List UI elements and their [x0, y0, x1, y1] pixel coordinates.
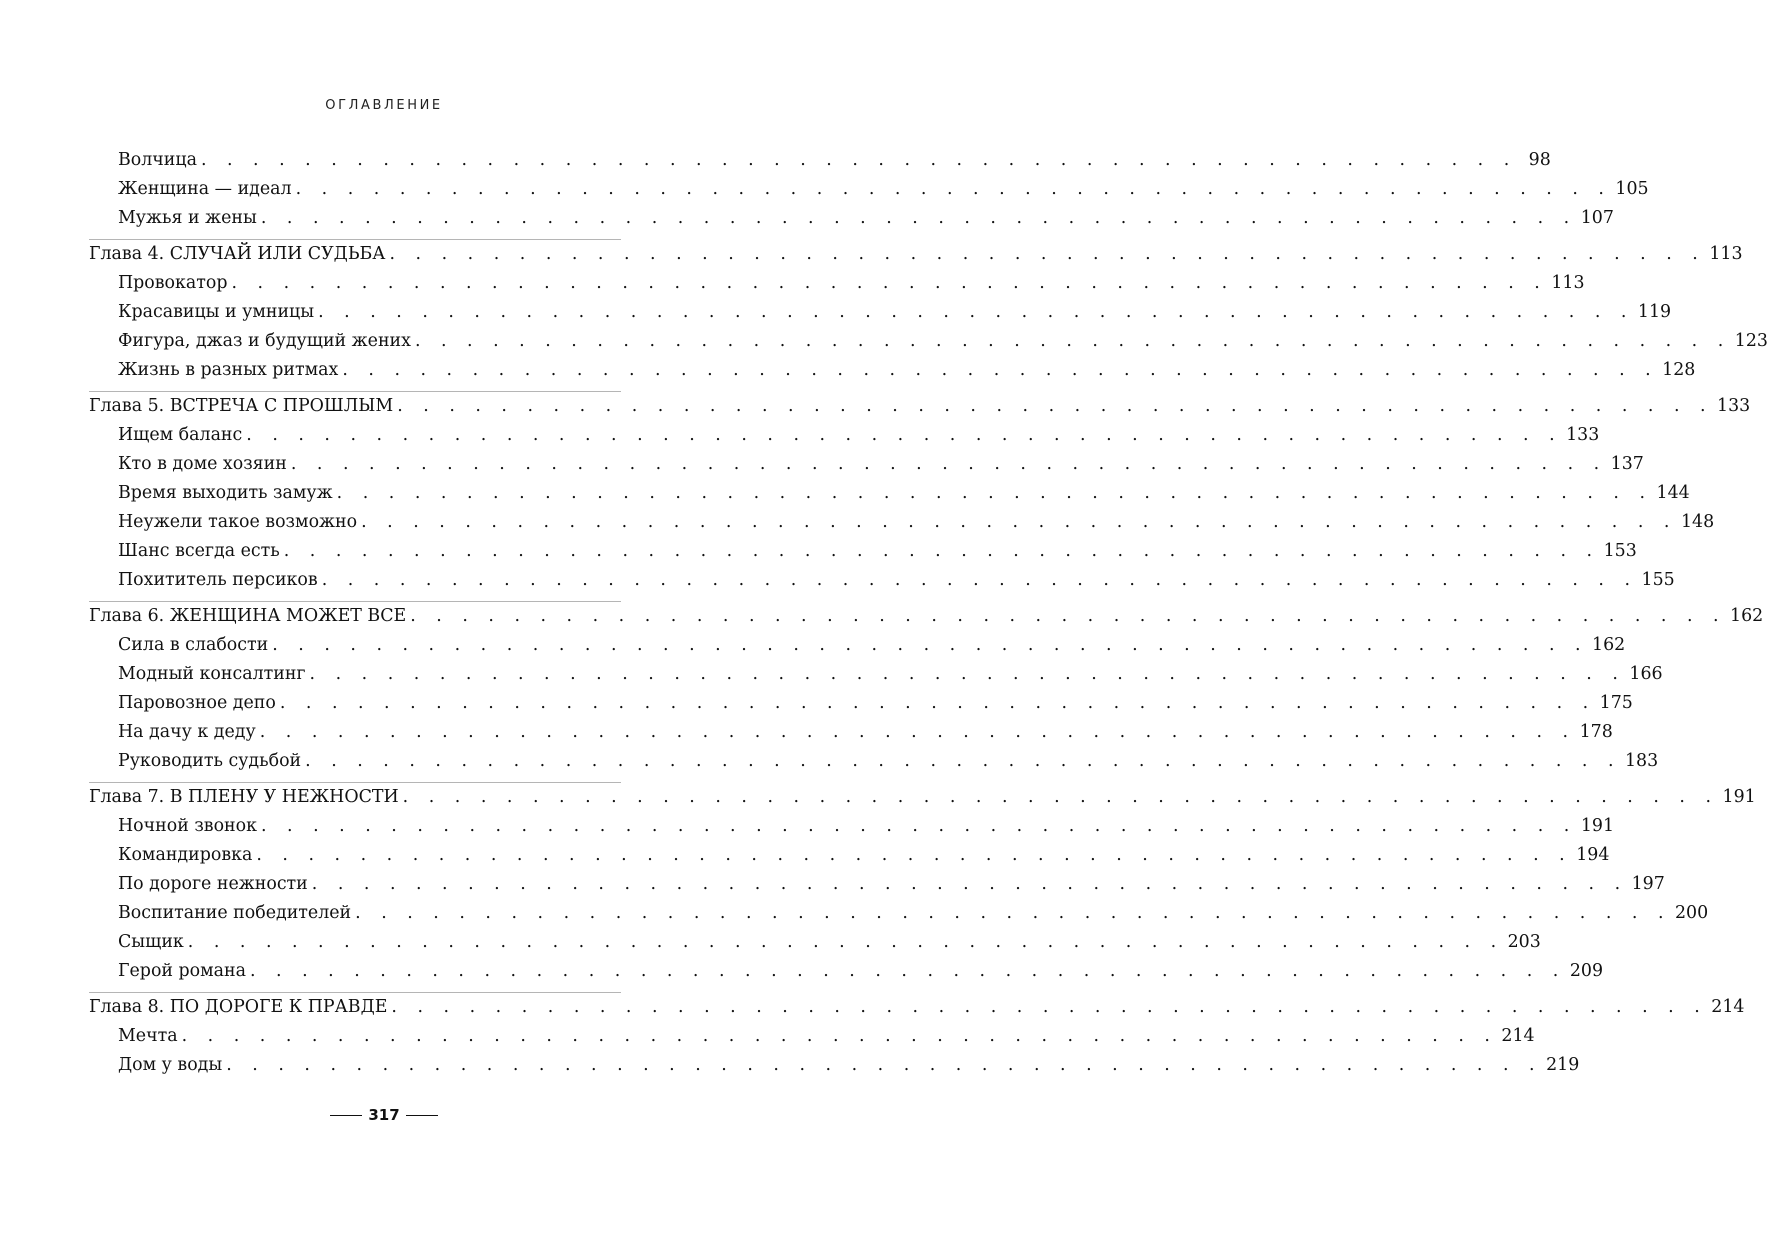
dot-leader: . . . . . . . . . . . . . . . . . . . . . . . . . . . . . . . . . . . . . . . . . . . . . . . . . . .: [246, 425, 1563, 445]
toc-section-entry: [89, 508, 1715, 537]
toc-entry-title: Жизнь в разных ритмах: [118, 360, 339, 380]
dot-leader: . . . . . . . . . . . . . . . . . . . . . . . . . . . . . . . . . . . . . . . . . . . . . . . . . . .: [361, 512, 1677, 532]
toc-entry-page: 105: [1615, 179, 1649, 199]
dot-leader: . . . . . . . . . . . . . . . . . . . . . . . . . . . . . . . . . . . . . . . . . . . . . . . . . . .: [336, 483, 1653, 503]
toc-entry-title: Глава 4. СЛУЧАЙ ИЛИ СУДЬБА: [89, 244, 386, 264]
toc-entry-title: Похититель персиков: [118, 570, 318, 590]
toc-section-entry: [89, 1022, 1535, 1051]
toc-entry-page: 162: [1730, 606, 1764, 626]
toc-entry-page: 209: [1569, 961, 1604, 981]
toc-chapter-entry: [89, 391, 1751, 421]
dot-leader: . . . . . . . . . . . . . . . . . . . . . . . . . . . . . . . . . . . . . . . . . . . . . . . . . . .: [226, 1055, 1543, 1075]
dot-leader: . . . . . . . . . . . . . . . . . . . . . . . . . . . . . . . . . . . . . . . . . . . . . . . . . . .: [181, 1026, 1498, 1046]
toc-entry-title: На дачу к деду: [118, 722, 256, 742]
toc-chapter-entry: [89, 782, 1756, 812]
toc-entry-page: 175: [1599, 693, 1633, 713]
toc-section-entry: [89, 356, 1696, 385]
toc-entry-title: Руководить судьбой: [118, 751, 302, 771]
toc-entry-page: 153: [1603, 541, 1637, 561]
toc-entry-title: Глава 5. ВСТРЕЧА С ПРОШЛЫМ: [89, 396, 394, 416]
toc-section-entry: [89, 718, 1613, 747]
toc-chapter-entry: [89, 601, 1764, 631]
dot-leader: . . . . . . . . . . . . . . . . . . . . . . . . . . . . . . . . . . . . . . . . . . . . . . . . . . .: [279, 693, 1596, 713]
toc-section-entry: [89, 812, 1615, 841]
toc-section-entry: [89, 537, 1637, 566]
dot-leader: . . . . . . . . . . . . . . . . . . . . . . . . . . . . . . . . . . . . . . . . . . . . . . . . . . .: [295, 179, 1612, 199]
page-header: ОГЛАВЛЕНИЕ: [325, 98, 443, 113]
toc-section-entry: [89, 957, 1604, 986]
toc-entry-title: Воспитание победителей: [118, 903, 352, 923]
toc-entry-page: 107: [1580, 208, 1614, 228]
toc-entry-page: 113: [1551, 273, 1585, 293]
toc-section-entry: [89, 479, 1690, 508]
toc-entry-page: 178: [1579, 722, 1613, 742]
toc-entry-page: 214: [1501, 1026, 1535, 1046]
toc-entry-page: 203: [1507, 932, 1541, 952]
toc-entry-title: Волчица: [118, 150, 197, 170]
toc-entry-page: 144: [1656, 483, 1690, 503]
toc-entry-page: 194: [1576, 845, 1610, 865]
dot-leader: . . . . . . . . . . . . . . . . . . . . . . . . . . . . . . . . . . . . . . . . . . . . . . . . . . .: [321, 570, 1638, 590]
folio-rule-right: [406, 1115, 438, 1116]
toc-entry-title: Ищем баланс: [118, 425, 243, 445]
toc-section-entry: [89, 689, 1633, 718]
dot-leader: . . . . . . . . . . . . . . . . . . . . . . . . . . . . . . . . . . . . . . . . . . . . . . . . . . .: [272, 635, 1589, 655]
toc-entry-page: 137: [1610, 454, 1644, 474]
toc-section-entry: [89, 928, 1541, 957]
toc-section-entry: [89, 175, 1649, 204]
toc-entry-page: 219: [1546, 1055, 1580, 1075]
toc-entry-page: 113: [1709, 244, 1743, 264]
toc-section-entry: [89, 841, 1610, 870]
toc-entry-page: 119: [1637, 302, 1672, 322]
toc-section-entry: [89, 204, 1614, 233]
toc-section-entry: [89, 631, 1626, 660]
dot-leader: . . . . . . . . . . . . . . . . . . . . . . . . . . . . . . . . . . . . . . . . . . . . . . . . . . .: [397, 396, 1714, 416]
toc-entry-page: 191: [1722, 787, 1756, 807]
toc-section-entry: [89, 269, 1585, 298]
toc-entry-page: 133: [1717, 396, 1751, 416]
toc-entry-title: Красавицы и умницы: [118, 302, 315, 322]
toc-section-entry: [89, 421, 1600, 450]
dot-leader: . . . . . . . . . . . . . . . . . . . . . . . . . . . . . . . . . . . . . . . . . . . . . . . . . . .: [187, 932, 1504, 952]
toc-section-entry: [89, 1051, 1580, 1080]
toc-section-entry: [89, 327, 1768, 356]
toc-entry-page: 148: [1680, 512, 1715, 532]
toc-entry-title: Фигура, джаз и будущий жених: [118, 331, 411, 351]
toc-entry-page: 214: [1711, 997, 1745, 1017]
dot-leader: . . . . . . . . . . . . . . . . . . . . . . . . . . . . . . . . . . . . . . . . . . . . . . . . . . .: [311, 874, 1628, 894]
toc-entry-page: 183: [1624, 751, 1659, 771]
toc-entry-title: Герой романа: [118, 961, 246, 981]
toc-chapter-entry: [89, 239, 1743, 269]
toc-section-entry: [89, 298, 1672, 327]
toc-section-entry: [89, 747, 1659, 776]
toc-entry-title: Глава 8. ПО ДОРОГЕ К ПРАВДЕ: [89, 997, 388, 1017]
toc-entry-title: Женщина — идеал: [118, 179, 292, 199]
toc-entry-title: Сила в слабости: [118, 635, 269, 655]
toc-entry-page: 123: [1734, 331, 1768, 351]
folio-rule-left: [330, 1115, 362, 1116]
toc-entry-page: 200: [1674, 903, 1709, 923]
toc-entry-title: Глава 7. В ПЛЕНУ У НЕЖНОСТИ: [89, 787, 399, 807]
dot-leader: . . . . . . . . . . . . . . . . . . . . . . . . . . . . . . . . . . . . . . . . . . . . . . . . . . .: [414, 331, 1731, 351]
toc-entry-title: Кто в доме хозяин: [118, 454, 287, 474]
toc-section-entry: [89, 899, 1709, 928]
toc-entry-title: Глава 6. ЖЕНЩИНА МОЖЕТ ВСЕ: [89, 606, 407, 626]
toc-section-entry: [89, 146, 1551, 175]
toc-entry-page: 191: [1580, 816, 1615, 836]
toc-entry-title: Мечта: [118, 1026, 178, 1046]
toc-entry-page: 197: [1631, 874, 1665, 894]
dot-leader: . . . . . . . . . . . . . . . . . . . . . . . . . . . . . . . . . . . . . . . . . . . . . . . . . . .: [391, 997, 1708, 1017]
dot-leader: . . . . . . . . . . . . . . . . . . . . . . . . . . . . . . . . . . . . . . . . . . . . . . . . . . .: [261, 816, 1577, 836]
toc-entry-title: Сыщик: [118, 932, 184, 952]
toc-section-entry: [89, 660, 1663, 689]
dot-leader: . . . . . . . . . . . . . . . . . . . . . . . . . . . . . . . . . . . . . . . . . . . . . . . . . . .: [318, 302, 1634, 322]
dot-leader: . . . . . . . . . . . . . . . . . . . . . . . . . . . . . . . . . . . . . . . . . . . . . . . . . . .: [305, 751, 1621, 771]
dot-leader: . . . . . . . . . . . . . . . . . . . . . . . . . . . . . . . . . . . . . . . . . . . . . . . . . . .: [231, 273, 1548, 293]
dot-leader: . . . . . . . . . . . . . . . . . . . . . . . . . . . . . . . . . . . . . . . . . . . . . . . . . . .: [249, 961, 1566, 981]
dot-leader: . . . . . . . . . . . . . . . . . . . . . . . . . . . . . . . . . . . . . . . . . . . . . . . . . . .: [259, 722, 1576, 742]
toc-entry-title: Дом у воды: [118, 1055, 223, 1075]
table-of-contents: [89, 146, 1768, 1080]
toc-entry-title: Паровозное депо: [118, 693, 276, 713]
toc-section-entry: [89, 566, 1675, 595]
toc-entry-title: Время выходить замуж: [118, 483, 333, 503]
dot-leader: . . . . . . . . . . . . . . . . . . . . . . . . . . . . . . . . . . . . . . . . . . . . . . . . . . .: [260, 208, 1577, 228]
dot-leader: . . . . . . . . . . . . . . . . . . . . . . . . . . . . . . . . . . . . . . . . . . . . . . . . . . .: [283, 541, 1600, 561]
dot-leader: . . . . . . . . . . . . . . . . . . . . . . . . . . . . . . . . . . . . . . . . . . . . . . . . . . .: [290, 454, 1607, 474]
toc-entry-page: 98: [1528, 150, 1551, 170]
toc-entry-title: По дороге нежности: [118, 874, 308, 894]
dot-leader: . . . . . . . . . . . . . . . . . . . . . . . . . . . . . . . . . . . . . . . . . . . . . . . . . . .: [256, 845, 1573, 865]
dot-leader: . . . . . . . . . . . . . . . . . . . . . . . . . . . . . . . . . . . . . . . . . . . . . . . . . . .: [410, 606, 1727, 626]
toc-entry-title: Неужели такое возможно: [118, 512, 358, 532]
toc-entry-title: Командировка: [118, 845, 253, 865]
dot-leader: . . . . . . . . . . . . . . . . . . . . . . . . . . . . . . . . . . . . . . . . . . . . . . . . . . .: [200, 150, 1517, 170]
toc-section-entry: [89, 870, 1665, 899]
dot-leader: . . . . . . . . . . . . . . . . . . . . . . . . . . . . . . . . . . . . . . . . . . . . . . . . . . .: [342, 360, 1659, 380]
toc-entry-page: 128: [1662, 360, 1696, 380]
dot-leader: . . . . . . . . . . . . . . . . . . . . . . . . . . . . . . . . . . . . . . . . . . . . . . . . . . .: [389, 244, 1706, 264]
toc-entry-page: 133: [1566, 425, 1600, 445]
dot-leader: . . . . . . . . . . . . . . . . . . . . . . . . . . . . . . . . . . . . . . . . . . . . . . . . . . .: [402, 787, 1719, 807]
toc-entry-title: Ночной звонок: [118, 816, 257, 836]
toc-entry-page: 166: [1629, 664, 1663, 684]
page-number: [0, 1106, 768, 1124]
toc-section-entry: [89, 450, 1644, 479]
toc-entry-title: Модный консалтинг: [118, 664, 306, 684]
toc-entry-title: Мужья и жены: [118, 208, 257, 228]
page-number-value: 317: [368, 1106, 400, 1124]
dot-leader: . . . . . . . . . . . . . . . . . . . . . . . . . . . . . . . . . . . . . . . . . . . . . . . . . . .: [309, 664, 1626, 684]
dot-leader: . . . . . . . . . . . . . . . . . . . . . . . . . . . . . . . . . . . . . . . . . . . . . . . . . . .: [355, 903, 1671, 923]
toc-chapter-entry: [89, 992, 1745, 1022]
toc-entry-page: 162: [1592, 635, 1626, 655]
toc-entry-page: 155: [1641, 570, 1675, 590]
toc-entry-title: Провокатор: [118, 273, 228, 293]
toc-entry-title: Шанс всегда есть: [118, 541, 280, 561]
